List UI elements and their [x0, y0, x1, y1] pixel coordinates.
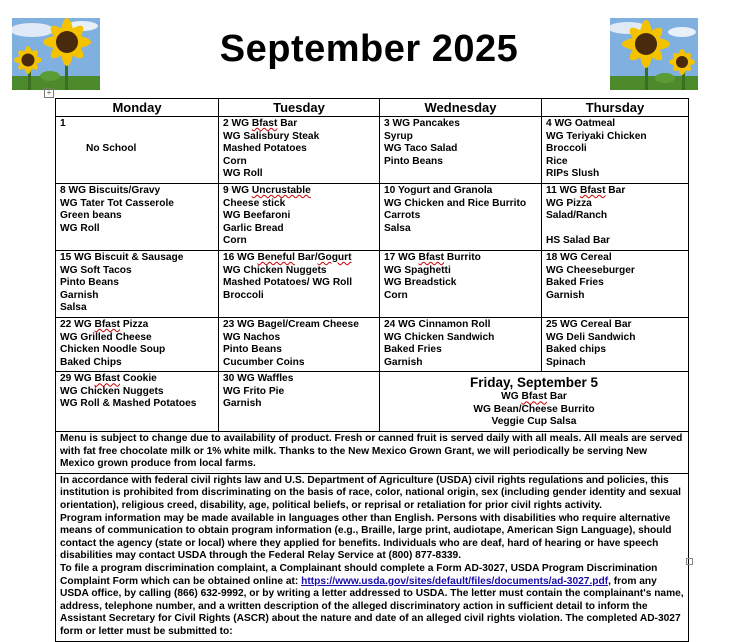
- table-move-handle-icon[interactable]: +: [44, 88, 54, 98]
- menu-item: Garnish: [546, 289, 585, 301]
- day-cell: [380, 317, 542, 371]
- menu-item: HS Salad Bar: [546, 235, 610, 247]
- menu-item: WG Tater Tot Casserole: [60, 197, 174, 209]
- menu-item: WG Pizza: [546, 197, 592, 209]
- day-cell: [380, 250, 542, 317]
- menu-item: Rice: [546, 155, 568, 167]
- menu-item: Garlic Bread: [223, 222, 284, 234]
- menu-item: Syrup: [384, 130, 413, 142]
- day-cell: [219, 317, 380, 371]
- menu-item: Baked Fries: [546, 277, 604, 289]
- day-cell: [56, 372, 219, 432]
- page-title: September 2025: [219, 28, 519, 70]
- menu-item: 18 WG Cereal: [546, 251, 612, 263]
- day-cell: [219, 183, 380, 250]
- usda-form-link[interactable]: https://www.usda.gov/sites/default/files/documents/ad-3027.pdf: [301, 575, 609, 587]
- menu-item: 1: [60, 118, 66, 129]
- menu-item: WG Cheeseburger: [546, 264, 635, 276]
- menu-item: 9 WG Uncrustable: [223, 184, 311, 196]
- menu-item: Cheese stick: [223, 197, 286, 209]
- menu-item: 4 WG Oatmeal: [546, 118, 616, 129]
- menu-item: WG Roll: [223, 168, 263, 180]
- day-cell: [542, 117, 689, 184]
- friday-special-cell: [380, 372, 689, 432]
- menu-item: Baked chips: [546, 344, 607, 356]
- week-row: [56, 117, 689, 184]
- menu-item: WG Chicken and Rice Burrito: [384, 197, 527, 209]
- menu-item: WG Bfast Bar: [501, 391, 567, 403]
- menu-item: WG Taco Salad: [384, 143, 458, 155]
- legal-paragraph: To file a program discrimination complaint, a Complainant should complete a Form AD-3027, USDA Program Discrimination Complaint Form which can be obtained online at:: [60, 563, 658, 587]
- week-row: [56, 317, 689, 371]
- day-cell: [542, 183, 689, 250]
- menu-item: 11 WG Bfast Bar: [546, 184, 626, 196]
- menu-item: WG Soft Tacos: [60, 264, 132, 276]
- menu-item: [60, 131, 214, 144]
- header-thursday: Thursday: [542, 99, 689, 117]
- table-resize-handle-icon[interactable]: [686, 558, 693, 565]
- menu-item: 29 WG Bfast Cookie: [60, 373, 157, 385]
- menu-item: Broccoli: [546, 143, 587, 155]
- menu-item: Spinach: [546, 356, 586, 368]
- menu-item: Mashed Potatoes: [223, 143, 307, 155]
- day-cell: [380, 117, 542, 184]
- menu-item: 24 WG Cinnamon Roll: [384, 318, 491, 330]
- menu-item: Salad/Ranch: [546, 210, 608, 222]
- day-cell: [219, 372, 380, 432]
- legal-row: [56, 473, 689, 641]
- week-row: [56, 250, 689, 317]
- menu-item: Corn: [384, 289, 408, 301]
- menu-item: Carrots: [384, 210, 421, 222]
- menu-item: 22 WG Bfast Pizza: [60, 318, 149, 330]
- menu-item: 30 WG Waffles: [223, 373, 294, 385]
- friday-special-title: Friday, September 5: [469, 375, 599, 391]
- menu-item: Broccoli: [223, 289, 264, 301]
- header-tuesday: Tuesday: [219, 99, 380, 117]
- menu-item: [546, 223, 684, 236]
- legal-paragraph: , from any USDA office, by calling (866) 632-9992, or by writing a letter addressed to USDA. The letter must contain the complainant's name, address, telephone number, and a written description of the alleged discriminatory action in sufficient detail to inform the Assistant Secretary for Civil Rights (ASCR) about the nature and date of an alleged civil rights violation. The completed AD-3027 form or letter must be submitted to:: [60, 575, 684, 637]
- day-cell: [56, 250, 219, 317]
- header-wednesday: Wednesday: [380, 99, 542, 117]
- menu-item: Cucumber Coins: [223, 356, 305, 368]
- nondiscrimination-statement: [56, 473, 689, 641]
- menu-item: WG Deli Sandwich: [546, 331, 636, 343]
- menu-item: WG Roll & Mashed Potatoes: [60, 398, 197, 410]
- menu-item: Pinto Beans: [60, 277, 119, 289]
- menu-item: Garnish: [384, 356, 423, 368]
- menu-item: Salsa: [384, 222, 411, 234]
- menu-item: Corn: [223, 155, 247, 167]
- menu-item: Mashed Potatoes/ WG Roll: [223, 277, 353, 289]
- menu-item: WG Salisbury Steak: [223, 130, 320, 142]
- menu-item: Veggie Cup Salsa: [491, 416, 577, 428]
- day-cell: [56, 117, 219, 184]
- menu-item: Garnish: [223, 398, 262, 410]
- menu-item: 17 WG Bfast Burrito: [384, 251, 481, 263]
- day-cell: [219, 250, 380, 317]
- menu-item: WG Breadstick: [384, 277, 457, 289]
- day-cell: [56, 183, 219, 250]
- day-cell: [542, 317, 689, 371]
- menu-item: 10 Yogurt and Granola: [384, 184, 493, 196]
- menu-item: Garnish: [60, 289, 99, 301]
- menu-item: 2 WG Bfast Bar: [223, 118, 298, 129]
- menu-item: 3 WG Pancakes: [384, 118, 460, 129]
- menu-item: RIPs Slush: [546, 168, 600, 180]
- menu-item: WG Grilled Cheese: [60, 331, 152, 343]
- menu-item: WG Chicken Nuggets: [223, 264, 327, 276]
- week-row: [56, 372, 689, 432]
- menu-item: WG Chicken Nuggets: [60, 385, 164, 397]
- menu-item: 8 WG Biscuits/Gravy: [60, 184, 161, 196]
- menu-item: WG Spaghetti: [384, 264, 451, 276]
- menu-item: Salsa: [60, 302, 87, 314]
- menu-item: 16 WG Beneful Bar/Gogurt: [223, 251, 352, 263]
- legal-paragraph: In accordance with federal civil rights law and U.S. Department of Agriculture (USDA) civil rights regulations and policies, this institution is prohibited from discriminating on the basis of race, color, national origin, sex (including gender identity and sexual orientation), religious creed, disability, age, political beliefs, or reprisal or retaliation for prior civil rights activity.: [60, 474, 681, 512]
- menu-item: Baked Chips: [60, 356, 122, 368]
- menu-item: Chicken Noodle Soup: [60, 344, 166, 356]
- day-header-row: [56, 99, 689, 117]
- notes-row: [56, 432, 689, 474]
- week-row: [56, 183, 689, 250]
- menu-item: Pinto Beans: [384, 155, 443, 167]
- menu-item: WG Beefaroni: [223, 210, 291, 222]
- menu-item: WG Nachos: [223, 331, 281, 343]
- no-school-label: No School: [86, 143, 137, 155]
- menu-item: Baked Fries: [384, 344, 442, 356]
- menu-item: 25 WG Cereal Bar: [546, 318, 632, 330]
- legal-paragraph: Program information may be made available in languages other than English. Persons with disabilities who require alternative means of communication to obtain program information (e.g., Braille, large print, audiotape, American Sign Language), should contact the agency (state or local) where they applied for benefits. Individuals who are deaf, hard of hearing or have speech disabilities may contact USDA through the Federal Relay Service at (800) 877-8339.: [60, 512, 672, 562]
- menu-item: 15 WG Biscuit & Sausage: [60, 251, 184, 263]
- menu-item: WG Roll: [60, 222, 100, 234]
- menu-notice: Menu is subject to change due to availability of product. Fresh or canned fruit is served daily with all meals. All meals are served with fat free chocolate milk or 1% white milk. Thanks to the New Mexico Grown Grant, we will periodically be serving New Mexico grown produce from local farms.: [56, 432, 689, 474]
- header-monday: Monday: [56, 99, 219, 117]
- menu-item: WG Bean/Cheese Burrito: [473, 403, 595, 415]
- day-cell: [542, 250, 689, 317]
- menu-item: WG Frito Pie: [223, 385, 285, 397]
- day-cell: [380, 183, 542, 250]
- menu-calendar-table: [55, 98, 689, 642]
- day-cell: [56, 317, 219, 371]
- day-cell: [219, 117, 380, 184]
- menu-item: Green beans: [60, 210, 122, 222]
- menu-item: Pinto Beans: [223, 344, 282, 356]
- menu-item: WG Teriyaki Chicken: [546, 130, 647, 142]
- menu-item: WG Chicken Sandwich: [384, 331, 495, 343]
- menu-item: 23 WG Bagel/Cream Cheese: [223, 318, 359, 330]
- menu-item: Corn: [223, 235, 247, 247]
